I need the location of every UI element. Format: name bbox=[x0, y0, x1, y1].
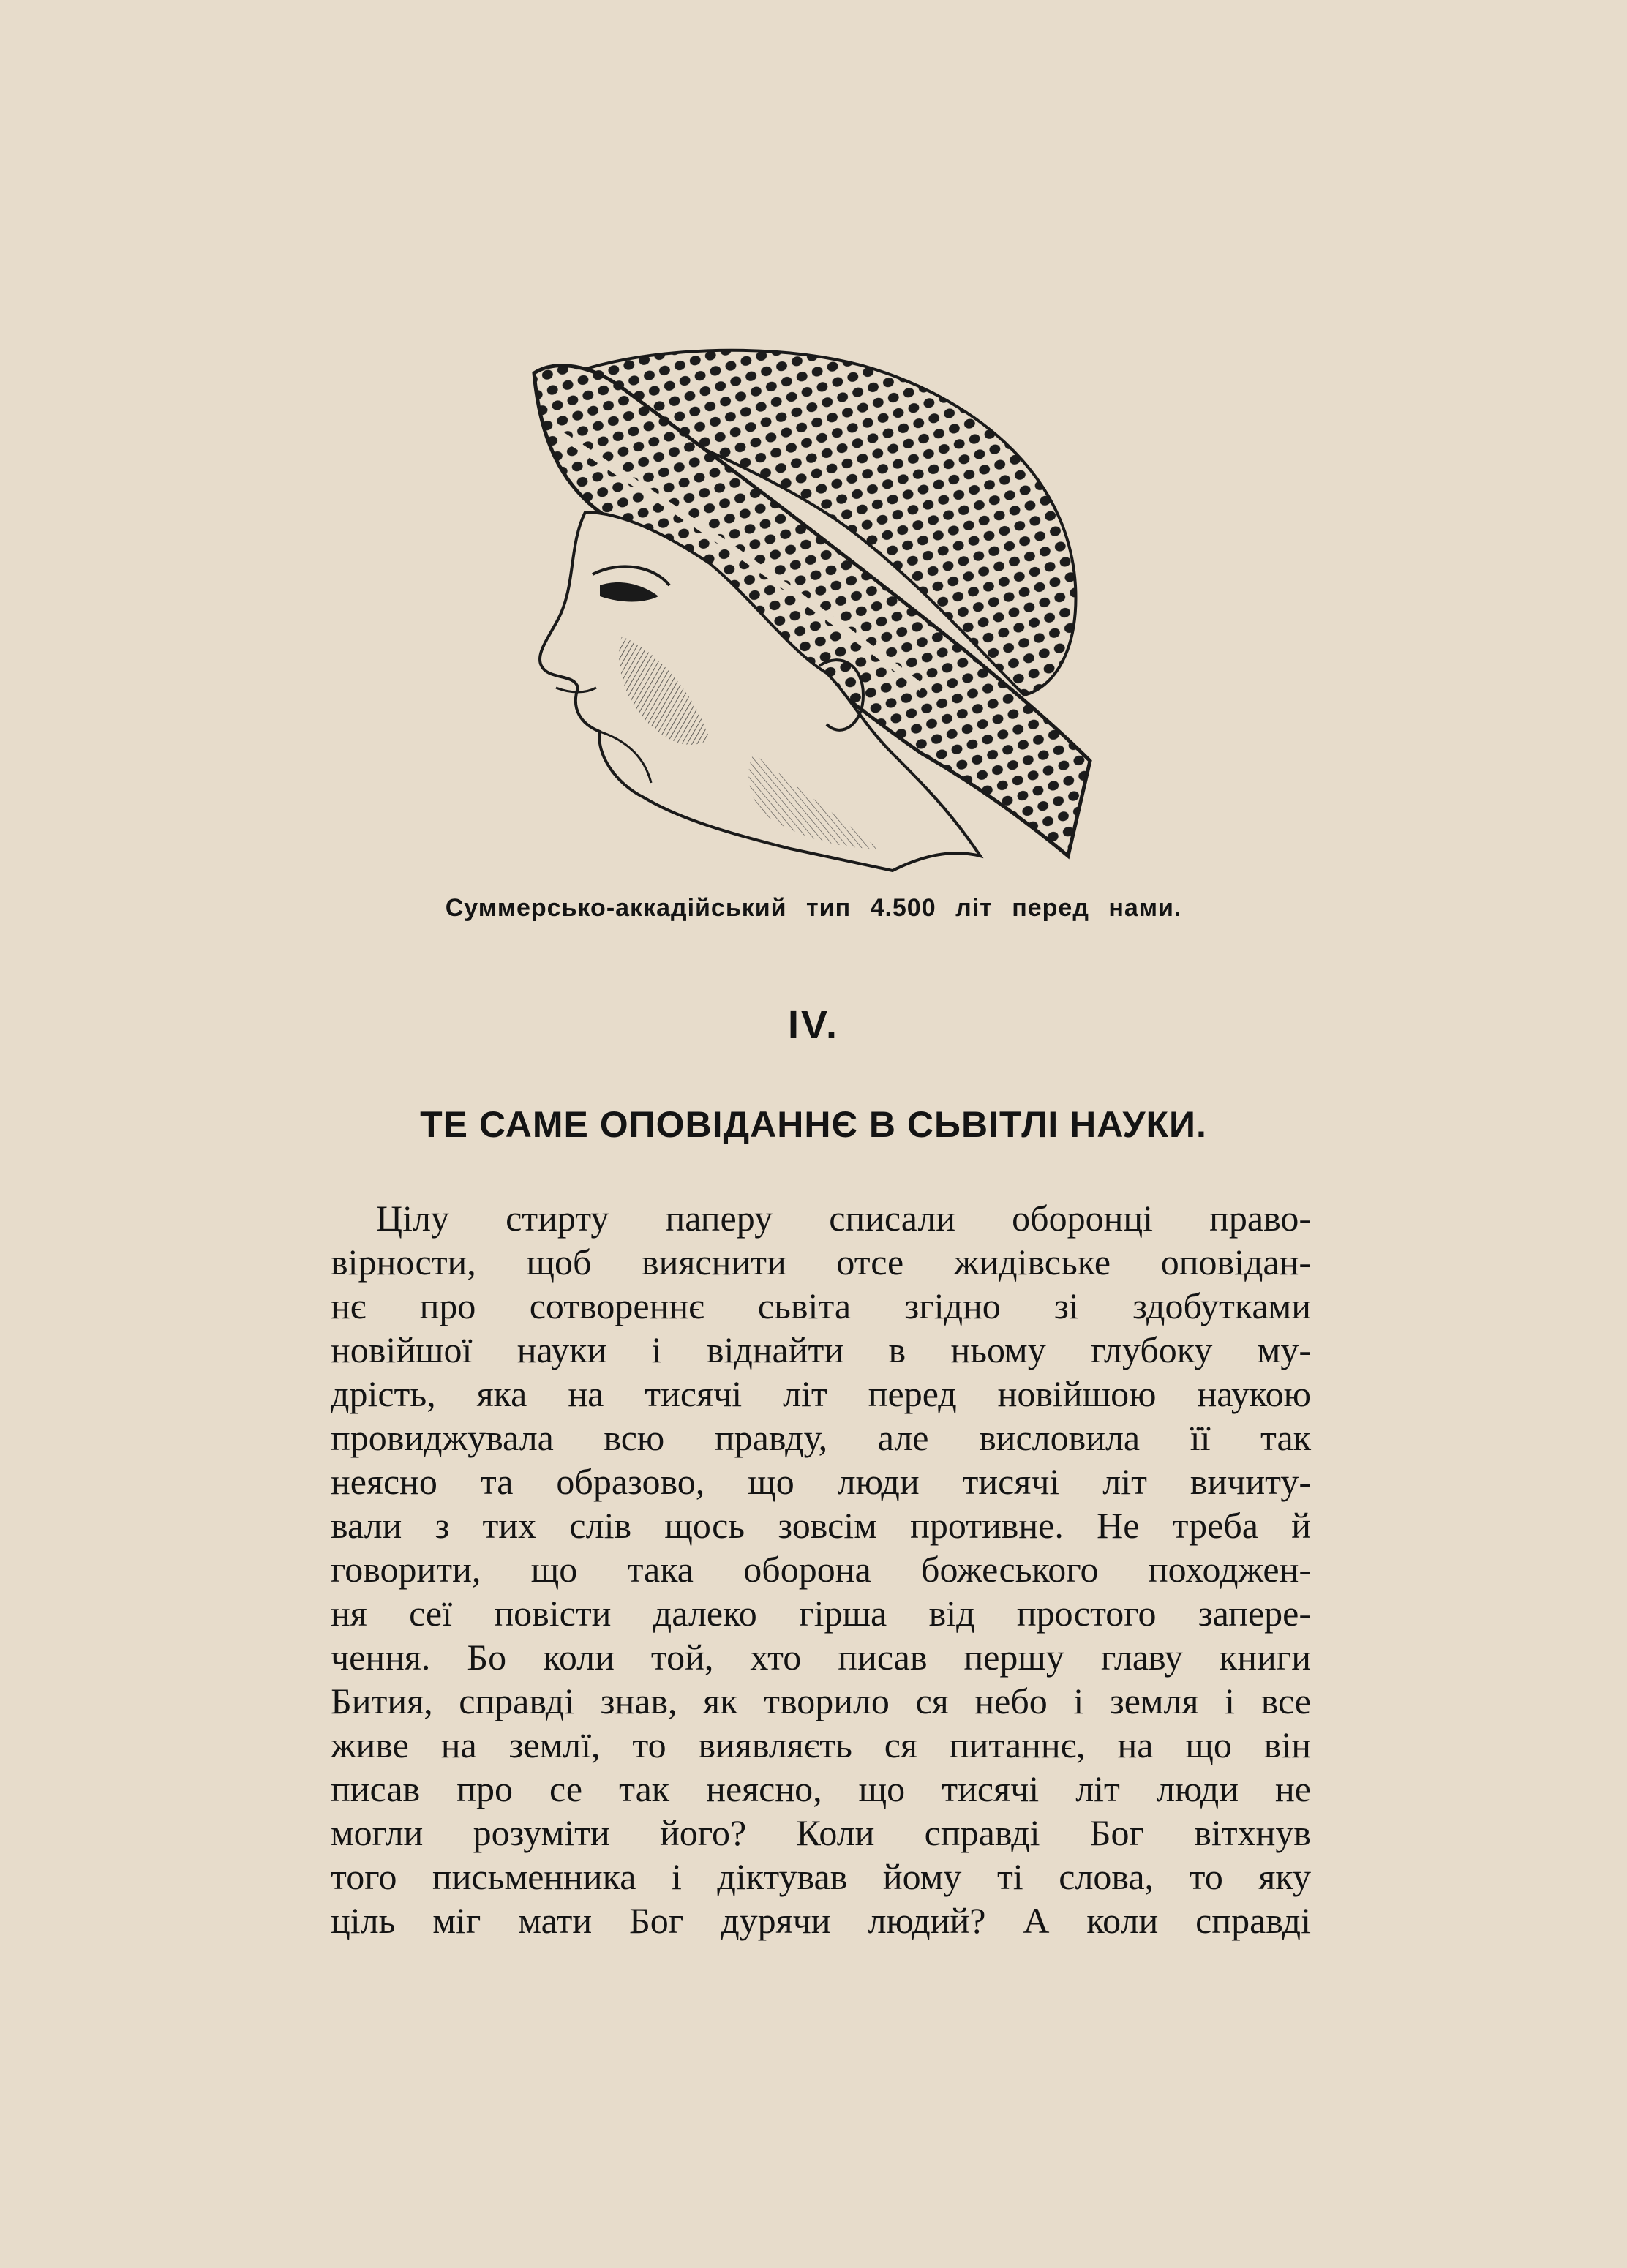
text-line: говорити, що така оборона божеського походжен- bbox=[331, 1549, 1311, 1590]
text-line: вірности, щоб вияснити отсе жидівське оповідан- bbox=[331, 1242, 1311, 1283]
text-line: писав про се так неясно, що тисячі літ люди не bbox=[331, 1768, 1311, 1809]
chapter-title: ТЕ САМЕ ОПОВІДАННЄ В СЬВІТЛІ НАУКИ. bbox=[420, 1104, 1207, 1145]
text-line: ня сеї повісти далеко гірша від простого запере- bbox=[331, 1593, 1311, 1634]
body-text bbox=[331, 1196, 1311, 1942]
sumerian-head-illustration bbox=[512, 344, 1112, 885]
figure-caption: Суммерсько-аккадійський тип 4.500 літ перед нами. bbox=[445, 894, 1182, 922]
text-line: Бития, справді знав, як творило ся небо і земля і все bbox=[331, 1681, 1311, 1721]
text-line: живе на землї, то виявляєть ся питаннє, на що він bbox=[331, 1724, 1311, 1765]
text-line: дрість, яка на тисячі літ перед новійшою наукою bbox=[331, 1373, 1311, 1414]
text-line: чення. Бо коли той, хто писав першу главу книги bbox=[331, 1637, 1311, 1678]
text-line: того письменника і діктував йому ті слова, то яку bbox=[331, 1856, 1311, 1897]
text-line: ціль міг мати Бог дурячи людий? А коли справді bbox=[331, 1900, 1311, 1941]
text-line: неясно та образово, що люди тисячі літ вичиту- bbox=[331, 1461, 1311, 1502]
text-line: нє про сотвореннє сьвіта згідно зі здобутками bbox=[331, 1285, 1311, 1326]
text-line: могли розуміти його? Коли справді Бог вітхнув bbox=[331, 1812, 1311, 1853]
chapter-number: IV. bbox=[787, 1003, 840, 1047]
text-line: новійшої науки і віднайти в ньому глубоку му- bbox=[331, 1329, 1311, 1370]
text-line: Цілу стирту паперу списали оборонці право- bbox=[376, 1198, 1311, 1239]
text-line: провиджувала всю правду, але висловила її так bbox=[331, 1417, 1311, 1458]
text-line: вали з тих слів щось зовсім противне. Не треба й bbox=[331, 1505, 1311, 1546]
